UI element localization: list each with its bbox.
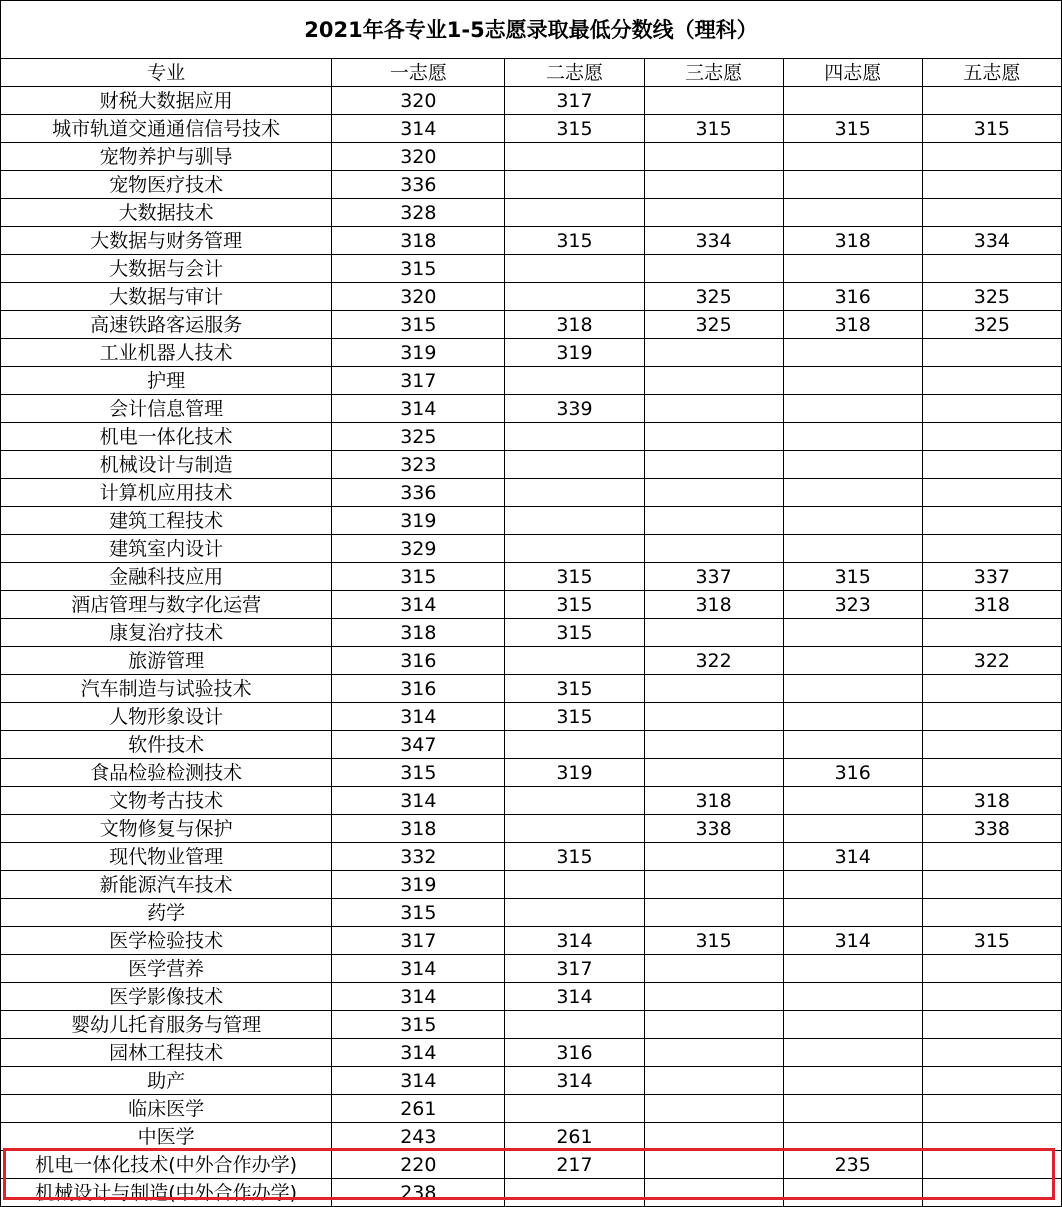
score-cell (644, 703, 783, 731)
table-row (1, 899, 1062, 927)
score-cell: 315 (332, 759, 505, 787)
score-cell (922, 367, 1061, 395)
score-cell: 261 (332, 1095, 505, 1123)
score-cell: 320 (332, 87, 505, 115)
score-cell: 318 (332, 619, 505, 647)
score-cell (922, 983, 1061, 1011)
score-cell: 318 (644, 787, 783, 815)
score-cell: 329 (332, 535, 505, 563)
score-cell: 325 (922, 283, 1061, 311)
major-cell: 大数据与审计 (1, 283, 332, 311)
major-cell: 文物考古技术 (1, 787, 332, 815)
score-cell (644, 535, 783, 563)
table-row (1, 1095, 1062, 1123)
score-cell: 316 (332, 647, 505, 675)
major-cell: 大数据与会计 (1, 255, 332, 283)
score-cell: 317 (332, 927, 505, 955)
score-cell: 315 (505, 563, 644, 591)
score-cell: 320 (332, 283, 505, 311)
score-cell (922, 1011, 1061, 1039)
score-cell: 220 (332, 1151, 505, 1179)
major-cell: 文物修复与保护 (1, 815, 332, 843)
table-row (1, 927, 1062, 955)
score-cell (922, 339, 1061, 367)
score-cell (783, 1095, 922, 1123)
score-cell: 238 (332, 1179, 505, 1207)
score-cell: 319 (332, 871, 505, 899)
score-cell (783, 1039, 922, 1067)
score-cell (644, 143, 783, 171)
major-cell: 财税大数据应用 (1, 87, 332, 115)
major-cell: 药学 (1, 899, 332, 927)
score-cell (505, 451, 644, 479)
score-cell (644, 731, 783, 759)
score-cell (644, 395, 783, 423)
score-cell (783, 535, 922, 563)
score-cell (644, 759, 783, 787)
score-cell (783, 647, 922, 675)
score-cell (644, 843, 783, 871)
score-cell (922, 955, 1061, 983)
score-cell: 315 (332, 899, 505, 927)
score-cell: 319 (505, 339, 644, 367)
score-cell (644, 1151, 783, 1179)
score-cell (922, 675, 1061, 703)
score-cell: 316 (783, 759, 922, 787)
score-cell: 319 (505, 759, 644, 787)
score-cell (644, 1067, 783, 1095)
score-cell: 319 (332, 339, 505, 367)
major-cell: 人物形象设计 (1, 703, 332, 731)
score-cell (644, 423, 783, 451)
score-cell (644, 1123, 783, 1151)
table-row (1, 451, 1062, 479)
major-cell: 软件技术 (1, 731, 332, 759)
table-row (1, 731, 1062, 759)
table-row (1, 703, 1062, 731)
score-cell: 323 (332, 451, 505, 479)
major-cell: 旅游管理 (1, 647, 332, 675)
score-cell (783, 675, 922, 703)
table-row (1, 395, 1062, 423)
score-cell (922, 255, 1061, 283)
score-cell (783, 143, 922, 171)
score-cell: 318 (783, 227, 922, 255)
score-cell: 332 (332, 843, 505, 871)
score-cell (644, 199, 783, 227)
score-cell (644, 983, 783, 1011)
major-cell: 大数据与财务管理 (1, 227, 332, 255)
table-row (1, 1011, 1062, 1039)
score-cell: 314 (332, 591, 505, 619)
score-cell: 314 (332, 703, 505, 731)
table-row (1, 1179, 1062, 1207)
score-cell (783, 1123, 922, 1151)
score-cell (922, 731, 1061, 759)
score-cell (783, 731, 922, 759)
table-row (1, 1039, 1062, 1067)
score-cell: 315 (505, 591, 644, 619)
score-cell: 315 (505, 619, 644, 647)
major-cell: 工业机器人技术 (1, 339, 332, 367)
major-cell: 酒店管理与数字化运营 (1, 591, 332, 619)
score-cell: 334 (922, 227, 1061, 255)
score-cell (922, 87, 1061, 115)
score-cell: 338 (644, 815, 783, 843)
table-row (1, 759, 1062, 787)
major-cell: 中医学 (1, 1123, 332, 1151)
score-cell: 314 (332, 1039, 505, 1067)
score-cell (783, 815, 922, 843)
score-cell (783, 507, 922, 535)
major-cell: 园林工程技术 (1, 1039, 332, 1067)
score-cell: 315 (922, 927, 1061, 955)
score-cell: 314 (332, 955, 505, 983)
score-cell (505, 171, 644, 199)
score-cell (644, 1011, 783, 1039)
score-cell (644, 899, 783, 927)
score-cell: 317 (505, 955, 644, 983)
major-cell: 机械设计与制造(中外合作办学) (1, 1179, 332, 1207)
score-cell: 318 (505, 311, 644, 339)
score-cell (783, 1067, 922, 1095)
score-cell: 315 (505, 115, 644, 143)
score-cell (505, 423, 644, 451)
score-cell: 314 (332, 115, 505, 143)
table-row (1, 227, 1062, 255)
score-cell (505, 367, 644, 395)
score-cell (505, 535, 644, 563)
major-cell: 机电一体化技术(中外合作办学) (1, 1151, 332, 1179)
score-cell (922, 143, 1061, 171)
score-cell: 316 (505, 1039, 644, 1067)
score-cell: 243 (332, 1123, 505, 1151)
score-cell (922, 1067, 1061, 1095)
table-row (1, 87, 1062, 115)
score-cell: 336 (332, 479, 505, 507)
score-cell (922, 535, 1061, 563)
score-cell: 315 (505, 843, 644, 871)
score-cell (783, 255, 922, 283)
score-cell (783, 871, 922, 899)
score-cell: 318 (783, 311, 922, 339)
score-cell (922, 1039, 1061, 1067)
table-row (1, 591, 1062, 619)
table-row (1, 311, 1062, 339)
score-cell (505, 787, 644, 815)
score-cell: 314 (783, 927, 922, 955)
table-row (1, 339, 1062, 367)
header-choice-1: 一志愿 (332, 59, 505, 87)
score-cell (783, 395, 922, 423)
score-cell (644, 1095, 783, 1123)
table-row (1, 143, 1062, 171)
score-cell (922, 1179, 1061, 1207)
score-cell: 315 (783, 115, 922, 143)
score-cell (783, 983, 922, 1011)
score-cell (505, 283, 644, 311)
table-row (1, 787, 1062, 815)
header-choice-2: 二志愿 (505, 59, 644, 87)
score-cell (922, 899, 1061, 927)
header-choice-5: 五志愿 (922, 59, 1061, 87)
score-cell: 317 (505, 87, 644, 115)
score-cell (783, 787, 922, 815)
score-cell (505, 1095, 644, 1123)
table-row (1, 815, 1062, 843)
score-cell: 314 (332, 787, 505, 815)
score-cell: 315 (783, 563, 922, 591)
table-row (1, 1151, 1062, 1179)
score-cell (505, 647, 644, 675)
score-cell (922, 1151, 1061, 1179)
major-cell: 城市轨道交通通信信号技术 (1, 115, 332, 143)
score-cell (783, 703, 922, 731)
table-row (1, 507, 1062, 535)
score-cell (644, 255, 783, 283)
header-row (1, 59, 1062, 87)
score-cell (505, 815, 644, 843)
score-cell (644, 619, 783, 647)
table-row (1, 283, 1062, 311)
score-cell: 315 (332, 255, 505, 283)
score-cell: 339 (505, 395, 644, 423)
score-cell (922, 1123, 1061, 1151)
score-cell (783, 955, 922, 983)
score-cell: 325 (922, 311, 1061, 339)
table-row (1, 955, 1062, 983)
score-cell: 314 (332, 983, 505, 1011)
major-cell: 金融科技应用 (1, 563, 332, 591)
score-cell: 315 (644, 927, 783, 955)
major-cell: 建筑工程技术 (1, 507, 332, 535)
score-cell (783, 1011, 922, 1039)
score-cell (922, 507, 1061, 535)
score-cell: 322 (644, 647, 783, 675)
table-row (1, 255, 1062, 283)
table-row (1, 563, 1062, 591)
table-row (1, 423, 1062, 451)
score-cell (922, 171, 1061, 199)
score-cell (505, 1011, 644, 1039)
table-row (1, 535, 1062, 563)
major-cell: 现代物业管理 (1, 843, 332, 871)
score-cell: 317 (332, 367, 505, 395)
major-cell: 新能源汽车技术 (1, 871, 332, 899)
score-cell: 318 (332, 227, 505, 255)
score-cell (783, 619, 922, 647)
major-cell: 计算机应用技术 (1, 479, 332, 507)
score-cell: 314 (332, 1067, 505, 1095)
table-row (1, 479, 1062, 507)
score-cell (922, 395, 1061, 423)
score-cell (783, 899, 922, 927)
score-cell: 235 (783, 1151, 922, 1179)
score-cell: 315 (922, 115, 1061, 143)
table-row (1, 1067, 1062, 1095)
score-cell: 316 (783, 283, 922, 311)
table-row (1, 367, 1062, 395)
score-cell: 325 (644, 283, 783, 311)
score-cell (922, 619, 1061, 647)
score-cell (644, 171, 783, 199)
score-cell (644, 675, 783, 703)
score-cell (505, 899, 644, 927)
score-cell: 314 (505, 1067, 644, 1095)
score-cell (644, 871, 783, 899)
score-cell: 315 (332, 563, 505, 591)
table-title: 2021年各专业1-5志愿录取最低分数线（理科） (1, 1, 1062, 59)
score-cell: 334 (644, 227, 783, 255)
major-cell: 高速铁路客运服务 (1, 311, 332, 339)
header-major: 专业 (1, 59, 332, 87)
table-row (1, 983, 1062, 1011)
table-row (1, 115, 1062, 143)
score-cell (783, 451, 922, 479)
score-cell: 320 (332, 143, 505, 171)
score-cell: 337 (922, 563, 1061, 591)
header-choice-3: 三志愿 (644, 59, 783, 87)
score-cell: 315 (505, 675, 644, 703)
score-cell: 336 (332, 171, 505, 199)
major-cell: 宠物养护与驯导 (1, 143, 332, 171)
major-cell: 机电一体化技术 (1, 423, 332, 451)
score-cell: 318 (922, 591, 1061, 619)
score-cell: 314 (505, 927, 644, 955)
score-cell: 319 (332, 507, 505, 535)
score-cell: 314 (332, 395, 505, 423)
major-cell: 婴幼儿托育服务与管理 (1, 1011, 332, 1039)
major-cell: 护理 (1, 367, 332, 395)
score-cell: 325 (644, 311, 783, 339)
table-row (1, 619, 1062, 647)
score-cell (505, 507, 644, 535)
header-choice-4: 四志愿 (783, 59, 922, 87)
score-cell (644, 1179, 783, 1207)
table-row (1, 871, 1062, 899)
score-cell: 347 (332, 731, 505, 759)
major-cell: 会计信息管理 (1, 395, 332, 423)
score-cell: 323 (783, 591, 922, 619)
score-cell (644, 87, 783, 115)
score-cell (922, 199, 1061, 227)
score-cell (922, 423, 1061, 451)
major-cell: 临床医学 (1, 1095, 332, 1123)
score-cell (644, 479, 783, 507)
table-row (1, 647, 1062, 675)
score-cell: 315 (644, 115, 783, 143)
score-cell (505, 479, 644, 507)
major-cell: 康复治疗技术 (1, 619, 332, 647)
table-row (1, 675, 1062, 703)
score-cell: 316 (332, 675, 505, 703)
score-cell (505, 143, 644, 171)
score-cell (783, 367, 922, 395)
score-cell (922, 843, 1061, 871)
score-cell (922, 703, 1061, 731)
score-cell (644, 1039, 783, 1067)
table-row (1, 843, 1062, 871)
score-cell (783, 171, 922, 199)
major-cell: 医学检验技术 (1, 927, 332, 955)
score-cell: 217 (505, 1151, 644, 1179)
score-cell (505, 199, 644, 227)
major-cell: 建筑室内设计 (1, 535, 332, 563)
major-cell: 大数据技术 (1, 199, 332, 227)
table-row (1, 171, 1062, 199)
score-cell (783, 423, 922, 451)
score-cell: 328 (332, 199, 505, 227)
major-cell: 医学营养 (1, 955, 332, 983)
score-cell (922, 759, 1061, 787)
score-cell: 337 (644, 563, 783, 591)
score-cell: 318 (332, 815, 505, 843)
score-cell (644, 451, 783, 479)
score-cell (505, 871, 644, 899)
score-cell: 318 (644, 591, 783, 619)
table-row (1, 199, 1062, 227)
score-cell (783, 1179, 922, 1207)
score-cell (644, 955, 783, 983)
score-cell: 314 (505, 983, 644, 1011)
major-cell: 医学影像技术 (1, 983, 332, 1011)
score-cell: 261 (505, 1123, 644, 1151)
score-cell (922, 1095, 1061, 1123)
score-cell (505, 1179, 644, 1207)
score-cell (783, 479, 922, 507)
score-cell (783, 87, 922, 115)
score-cell (505, 731, 644, 759)
score-cell (783, 339, 922, 367)
score-cell: 318 (922, 787, 1061, 815)
score-cell: 314 (783, 843, 922, 871)
score-cell (644, 367, 783, 395)
major-cell: 食品检验检测技术 (1, 759, 332, 787)
score-cell (922, 871, 1061, 899)
score-cell: 322 (922, 647, 1061, 675)
score-cell (922, 479, 1061, 507)
score-cell: 315 (332, 311, 505, 339)
score-cell (922, 451, 1061, 479)
major-cell: 机械设计与制造 (1, 451, 332, 479)
score-cell: 325 (332, 423, 505, 451)
major-cell: 助产 (1, 1067, 332, 1095)
score-cell: 338 (922, 815, 1061, 843)
score-cell: 315 (332, 1011, 505, 1039)
score-cell (505, 255, 644, 283)
table-row (1, 1123, 1062, 1151)
score-cell (783, 199, 922, 227)
major-cell: 汽车制造与试验技术 (1, 675, 332, 703)
major-cell: 宠物医疗技术 (1, 171, 332, 199)
score-cell (644, 507, 783, 535)
score-cell (644, 339, 783, 367)
score-cell: 315 (505, 227, 644, 255)
score-cell: 315 (505, 703, 644, 731)
